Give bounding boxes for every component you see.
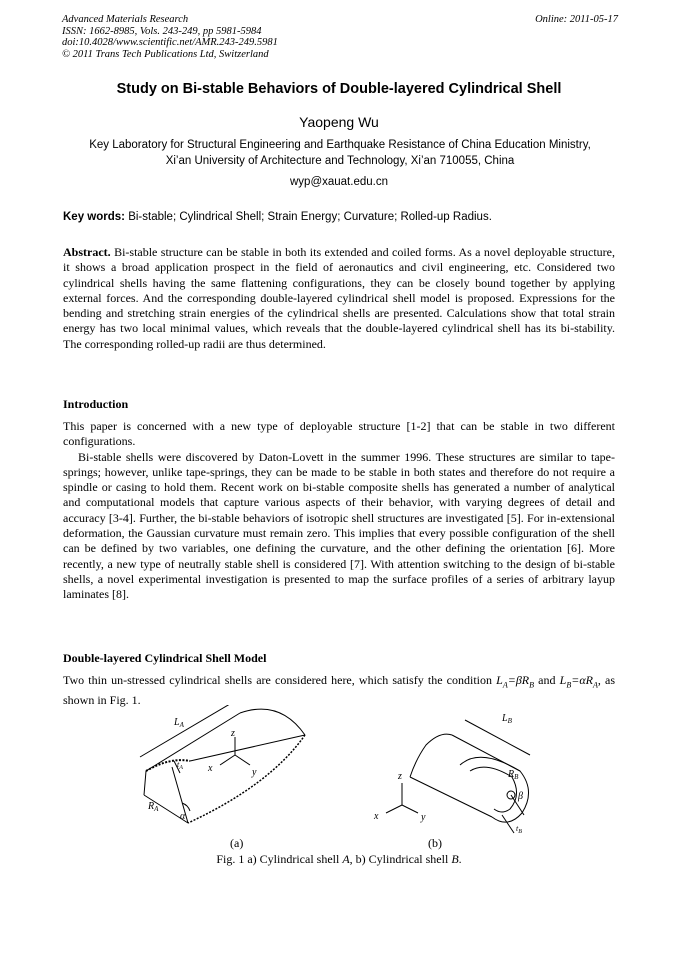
keywords-label: Key words:: [63, 211, 125, 223]
journal-name: Advanced Materials Research: [62, 14, 189, 25]
label-RA: $R_A$: [148, 801, 159, 813]
label-a-z: z: [231, 728, 235, 739]
b-y-axis: [402, 805, 418, 813]
shell-a-front-edge: [146, 760, 190, 771]
shell-a-left-line: [146, 713, 240, 771]
a-x-axis: [220, 755, 235, 765]
dim-LB-line: [465, 720, 530, 755]
label-a-x: x: [208, 763, 213, 774]
label-alpha: α: [180, 811, 186, 822]
journal-header: [62, 14, 618, 60]
figure-label-a: (a): [230, 836, 244, 850]
affiliation-line-2: Xi’an University of Architecture and Technology, Xi’an 710055, China: [165, 155, 515, 167]
introduction-body: [63, 419, 615, 603]
shell-b-end-outer: [460, 757, 529, 822]
intro-paragraph-1: This paper is concerned with a new type of deployable structure [1-2] that can be stable in two different configurations.: [63, 419, 615, 449]
label-tB: $t_B$: [516, 824, 522, 835]
online-date: Online: 2011-05-17: [535, 14, 618, 25]
paper-title: Study on Bi-stable Behaviors of Double-layered Cylindrical Shell: [116, 81, 562, 97]
figure-label-b: (b): [428, 836, 442, 850]
shell-b-top-line: [452, 735, 520, 771]
shell-b-back-edge: [410, 734, 452, 777]
affiliation-line-1: Key Laboratory for Structural Engineering and Earthquake Resistance of China Education Ministry,: [89, 139, 591, 151]
keywords-text: Bi-stable; Cylindrical Shell; Strain Energy; Curvature; Rolled-up Radius.: [128, 211, 492, 223]
author-name: Yaopeng Wu: [299, 114, 379, 130]
abstract-text: Bi-stable structure can be stable in both its extended and coiled forms. As a novel deployable structure, it shows a broad application prospect in the field of aeronautics and civil engineering, etc. Considered two cylindrical shells having the same flattening configurations, they can be closely bound together by applying external forces. And the corresponding double-layered cylindrical shell model is proposed. Expressions for the bending and stretching strain energies of the cylindrical shells are presented. Calculations show that total strain energy has two local minimal values, which reveals that the double-layered cylindrical shell has its bi-stability. The corresponding rolled-up radii are thus determined.: [63, 245, 615, 351]
label-RB: $R_B$: [508, 769, 519, 781]
figure-1: [130, 705, 550, 865]
introduction-heading: Introduction: [63, 397, 129, 411]
copyright-line: © 2011 Trans Tech Publications Ltd, Switzerland: [62, 48, 269, 60]
model-heading: Double-layered Cylindrical Shell Model: [63, 651, 267, 665]
doi-line: doi:10.4028/www.scientific.net/AMR.243-249.5981: [62, 37, 278, 48]
shell-a-mid-line: [190, 735, 305, 761]
label-beta: β: [518, 791, 523, 802]
abstract: [63, 245, 615, 352]
dim-LA-line: [140, 705, 235, 757]
affiliation: [62, 137, 618, 169]
label-b-x: x: [374, 811, 379, 822]
label-LA: $L_A$: [174, 717, 184, 729]
label-b-z: z: [398, 771, 402, 782]
label-tA: $t_A$: [177, 760, 183, 771]
issn-line: ISSN: 1662-8985, Vols. 243-249, pp 5981-5984: [62, 25, 262, 37]
b-x-axis: [386, 805, 402, 813]
label-b-y: y: [421, 812, 426, 823]
author-email: wyp@xauat.edu.cn: [290, 176, 388, 188]
a-y-axis: [235, 755, 250, 765]
model-paragraph: Two thin un-stressed cylindrical shells are considered here, which satisfy the condition $L_A=\beta R_B$ and $L_B=\alpha R_A$, as shown in Fig. 1.: [63, 673, 616, 707]
label-LB: $L_B$: [502, 713, 512, 725]
intro-paragraph-2: Bi-stable shells were discovered by Daton-Lovett in the summer 1996. These structures are similar to tape-springs; however, unlike tape-springs, they can be made to be stable in both states and therefore do not require a spindle or casing to hold them. Recent work on bi-stable composite shells has generated a number of analytical and computational models that capture various aspects of their behavior, with varying degrees of detail and accuracy [3-4]. Further, the bi-stable behaviors of isotropic shell structures are investigated [5]. For in-extensional deformation, the Gaussian curvature must remain zero. This implies that every possible configuration of the shell can be defined by two variables, one defining the curvature, and the other defining the orientation [6]. More recently, a new type of neutrally stable shell is considered [7]. With attention switching to the design of bi-stable shells, a novel experimental investigation is presented to map the surface profiles of a series of arbitrary layup laminates [8].: [63, 449, 615, 602]
abstract-label: Abstract.: [63, 245, 111, 259]
shell-a-drawing: [140, 705, 305, 823]
dim-RA-line: [144, 771, 146, 795]
figure-caption: Fig. 1 a) Cylindrical shell A, b) Cylindrical shell B.: [216, 852, 462, 866]
keywords: [63, 211, 619, 223]
tB-tick: [502, 815, 514, 833]
shell-b-bottom-line: [410, 777, 492, 817]
shell-a-back-edge: [240, 709, 305, 735]
label-a-y: y: [252, 767, 257, 778]
